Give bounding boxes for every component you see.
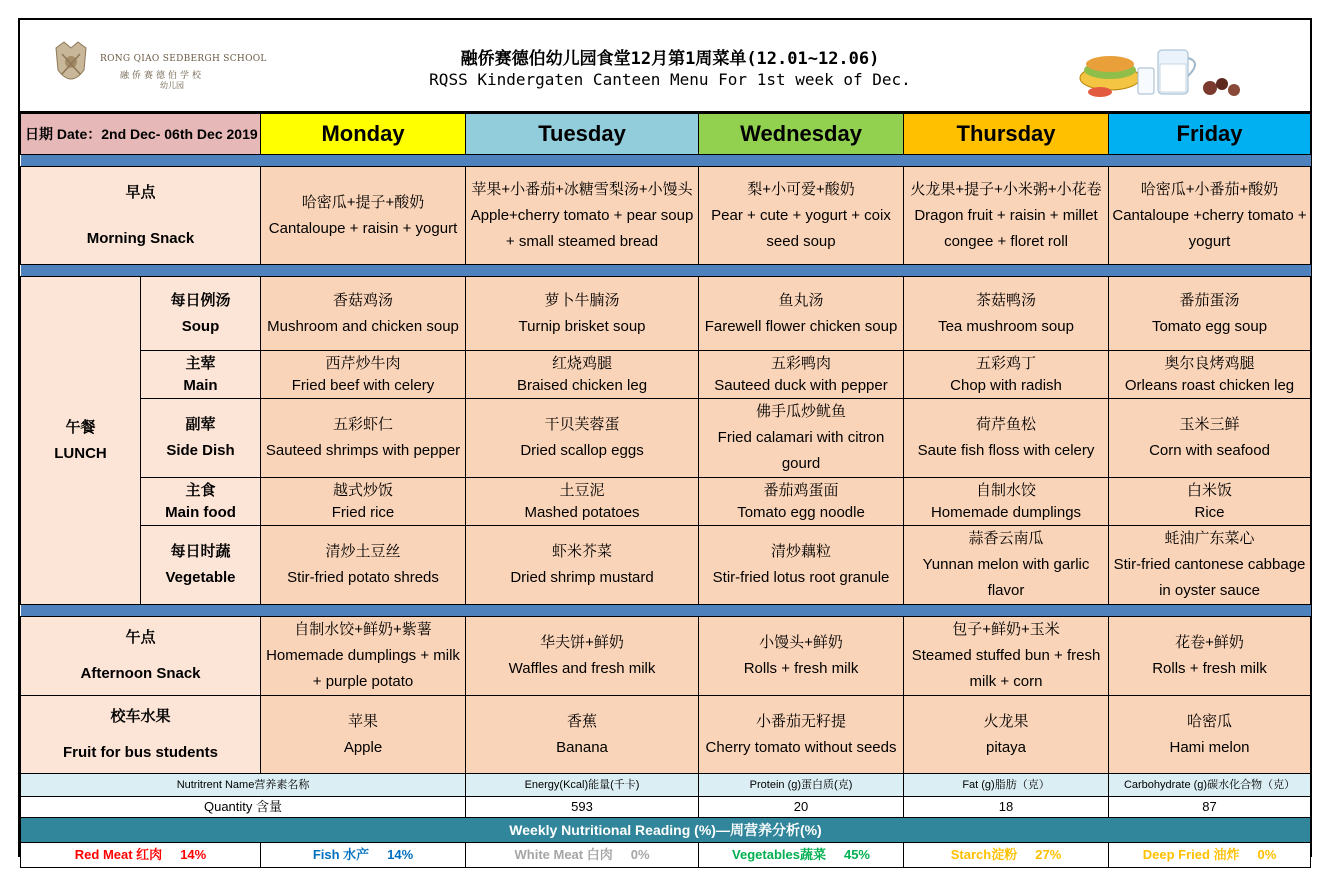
section-divider <box>21 605 1311 617</box>
menu-cell: 鱼丸汤 Farewell flower chicken soup <box>699 277 904 351</box>
quantity-label: Quantity 含量 <box>21 797 466 818</box>
menu-cell: 小馒头+鲜奶 Rolls + fresh milk <box>699 617 904 696</box>
menu-cell: 虾米芥菜 Dried shrimp mustard <box>466 526 699 605</box>
nutrition-protein-header: Protein (g)蛋白质(克) <box>699 774 904 797</box>
section-divider <box>21 155 1311 167</box>
menu-cell: 蒜香云南瓜 Yunnan melon with garlic flavor <box>904 526 1109 605</box>
menu-sheet <box>18 18 1312 862</box>
menu-cell: 清炒藕粒 Stir-fried lotus root granule <box>699 526 904 605</box>
energy-value: 593 <box>466 797 699 818</box>
morning-snack-label: 早点 Morning Snack <box>21 167 261 265</box>
menu-cell: 苹果 Apple <box>261 696 466 774</box>
lunch-soup-row <box>21 277 1311 351</box>
menu-cell: 五彩虾仁 Sauteed shrimps with pepper <box>261 399 466 478</box>
school-subtitle: 幼儿园 <box>160 81 184 90</box>
menu-cell: 小番茄无籽提 Cherry tomato without seeds <box>699 696 904 774</box>
share-vegetables: Vegetables蔬菜 45% <box>699 843 904 868</box>
lunch-row-label: 副荤 Side Dish <box>141 399 261 478</box>
lunch-main-row <box>21 351 1311 399</box>
menu-cell: 苹果+小番茄+冰糖雪梨汤+小馒头 Apple+cherry tomato + pear soup + small steamed bread <box>466 167 699 265</box>
lunch-row-label: 主荤 Main <box>141 351 261 399</box>
menu-cell: 自制水饺+鲜奶+紫薯 Homemade dumplings + milk + purple potato <box>261 617 466 696</box>
carb-value: 87 <box>1109 797 1311 818</box>
menu-cell: 火龙果+提子+小米粥+小花卷 Dragon fruit + raisin + millet congee + floret roll <box>904 167 1109 265</box>
menu-cell: 五彩鸭肉 Sauteed duck with pepper <box>699 351 904 399</box>
lunch-mainfood-row <box>21 478 1311 526</box>
morning-snack-row <box>21 167 1311 265</box>
fruit-label: 校车水果 Fruit for bus students <box>21 696 261 774</box>
menu-cell: 荷芹鱼松 Saute fish floss with celery <box>904 399 1109 478</box>
menu-cell: 佛手瓜炒鱿鱼 Fried calamari with citron gourd <box>699 399 904 478</box>
school-name-cn: 融侨赛德伯学校 <box>120 71 205 81</box>
section-divider <box>21 265 1311 277</box>
menu-cell: 西芹炒牛肉 Fried beef with celery <box>261 351 466 399</box>
page-title-en: RQSS Kindergaten Canteen Menu For 1st week of Dec. <box>429 70 911 89</box>
day-header-tuesday: Tuesday <box>466 114 699 155</box>
menu-table <box>20 113 1311 868</box>
nutrition-header-row <box>21 774 1311 797</box>
menu-cell: 香蕉 Banana <box>466 696 699 774</box>
menu-cell: 番茄鸡蛋面 Tomato egg noodle <box>699 478 904 526</box>
weekly-share-row <box>21 843 1311 868</box>
menu-cell: 奥尔良烤鸡腿 Orleans roast chicken leg <box>1109 351 1311 399</box>
share-fish: Fish 水产 14% <box>261 843 466 868</box>
menu-cell: 白米饭 Rice <box>1109 478 1311 526</box>
menu-header <box>20 20 1310 113</box>
date-range: 日期 Date：2nd Dec- 06th Dec 2019 <box>21 114 261 155</box>
school-name-en: RONG QIAO SEDBERGH SCHOOL <box>100 54 267 64</box>
menu-cell: 越式炒饭 Fried rice <box>261 478 466 526</box>
day-header-wednesday: Wednesday <box>699 114 904 155</box>
fat-value: 18 <box>904 797 1109 818</box>
food-illustration-icon <box>1070 32 1250 104</box>
lunch-row-label: 每日例汤 Soup <box>141 277 261 351</box>
day-header-thursday: Thursday <box>904 114 1109 155</box>
fruit-row <box>21 696 1311 774</box>
nutrition-energy-header: Energy(Kcal)能量(千卡) <box>466 774 699 797</box>
menu-cell: 萝卜牛腩汤 Turnip brisket soup <box>466 277 699 351</box>
share-deep-fried: Deep Fried 油炸 0% <box>1109 843 1311 868</box>
protein-value: 20 <box>699 797 904 818</box>
nutrition-name-header: Nutritrent Name营养素名称 <box>21 774 466 797</box>
menu-cell: 哈密瓜 Hami melon <box>1109 696 1311 774</box>
menu-cell: 干贝芙蓉蛋 Dried scallop eggs <box>466 399 699 478</box>
afternoon-snack-row <box>21 617 1311 696</box>
menu-cell: 清炒土豆丝 Stir-fried potato shreds <box>261 526 466 605</box>
share-starch: Starch淀粉 27% <box>904 843 1109 868</box>
menu-cell: 火龙果 pitaya <box>904 696 1109 774</box>
weekly-reading-title: Weekly Nutritional Reading (%)—周营养分析(%) <box>21 818 1311 843</box>
menu-cell: 玉米三鲜 Corn with seafood <box>1109 399 1311 478</box>
nutrition-value-row <box>21 797 1311 818</box>
menu-cell: 番茄蛋汤 Tomato egg soup <box>1109 277 1311 351</box>
menu-cell: 茶菇鸭汤 Tea mushroom soup <box>904 277 1109 351</box>
menu-cell: 梨+小可爱+酸奶 Pear + cute + yogurt + coix seed soup <box>699 167 904 265</box>
menu-cell: 香菇鸡汤 Mushroom and chicken soup <box>261 277 466 351</box>
day-header-friday: Friday <box>1109 114 1311 155</box>
menu-cell: 土豆泥 Mashed potatoes <box>466 478 699 526</box>
lunch-vegetable-row <box>21 526 1311 605</box>
nutrition-fat-header: Fat (g)脂肪（克） <box>904 774 1109 797</box>
menu-cell: 花卷+鲜奶 Rolls + fresh milk <box>1109 617 1311 696</box>
school-logo <box>50 40 267 95</box>
weekly-title-row <box>21 818 1311 843</box>
share-white-meat: White Meat 白肉 0% <box>466 843 699 868</box>
menu-cell: 五彩鸡丁 Chop with radish <box>904 351 1109 399</box>
day-header-monday: Monday <box>261 114 466 155</box>
menu-cell: 包子+鲜奶+玉米 Steamed stuffed bun + fresh milk + corn <box>904 617 1109 696</box>
lunch-label: 午餐 LUNCH <box>21 277 141 605</box>
afternoon-snack-label: 午点 Afternoon Snack <box>21 617 261 696</box>
school-crest-icon <box>50 40 92 92</box>
menu-cell: 哈密瓜+小番茄+酸奶 Cantaloupe +cherry tomato + yogurt <box>1109 167 1311 265</box>
nutrition-carb-header: Carbohydrate (g)碳水化合物（克） <box>1109 774 1311 797</box>
menu-cell: 蚝油广东菜心 Stir-fried cantonese cabbage in oyster sauce <box>1109 526 1311 605</box>
lunch-row-label: 每日时蔬 Vegetable <box>141 526 261 605</box>
lunch-side-row <box>21 399 1311 478</box>
menu-cell: 红烧鸡腿 Braised chicken leg <box>466 351 699 399</box>
menu-cell: 自制水饺 Homemade dumplings <box>904 478 1109 526</box>
menu-cell: 华夫饼+鲜奶 Waffles and fresh milk <box>466 617 699 696</box>
page-title-cn: 融侨赛德伯幼儿园食堂12月第1周菜单(12.01~12.06) <box>460 49 880 69</box>
menu-cell: 哈密瓜+提子+酸奶 Cantaloupe + raisin + yogurt <box>261 167 466 265</box>
lunch-row-label: 主食 Main food <box>141 478 261 526</box>
share-red-meat: Red Meat 红肉 14% <box>21 843 261 868</box>
